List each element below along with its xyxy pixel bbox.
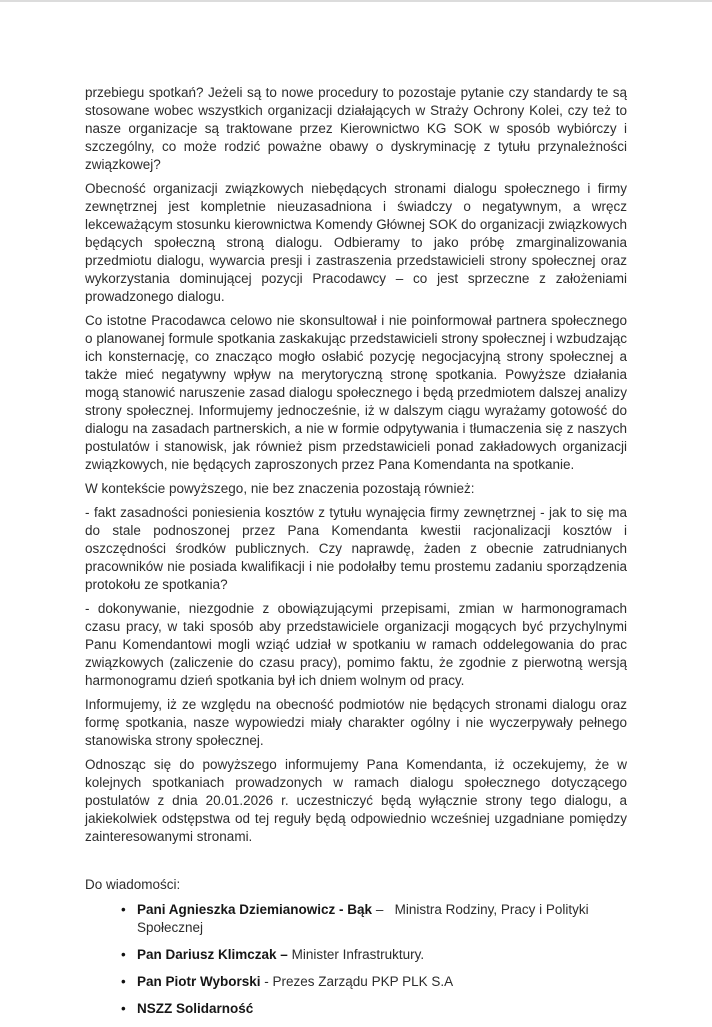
cc-list-item — [121, 973, 627, 991]
bullet-icon: • — [121, 947, 126, 962]
paragraph-employer-no-consultation: Co istotne Pracodawca celowo nie skonsultował i nie poinformował partnera społecznego o planowanej formule spotkania zaskakując przedstawicieli strony społecznej i wzbudzając ich konsternację, co znacząco mogło osłabić pozycję negocjacyjną strony społecznej a także mieć negatywny wpływ na merytoryczną stronę spotkania. Powyższe działania mogą stanowić naruszenie zasad dialogu społecznego i będą przedmiotem dalszej analizy strony społecznej. Informujemy jednocześnie, iż w dalszym ciągu wyrażamy gotowość do dialogu na zasadach partnerskich, a nie w formie odpytywania i tłumaczenia się z naszych postulatów i stanowisk, jak również pism przedstawicieli ponad zakładowych organizacji związkowych, nie będących zaproszonych przez Pana Komendanta na spotkanie. — [85, 313, 627, 472]
paragraph-cost-justification: - fakt zasadności poniesienia kosztów z tytułu wynajęcia firmy zewnętrznej - jak to się ma do stale podnoszonej przez Pana Komendanta kwestii racjonalizacji kosztów i oszczędności środków publicznych. Czy naprawdę, żaden z obecnie zatrudnianych pracowników nie posiada kwalifikacji i nie podołałby temu prostemu zadaniu sporządzenia protokołu ze spotkania? — [85, 505, 627, 592]
page-top-border — [0, 0, 712, 2]
cc-recipient-role: Minister Infrastruktury. — [287, 947, 425, 962]
paragraph-schedule-changes: - dokonywanie, niezgodnie z obowiązującymi przepisami, zmian w harmonogramach czasu pracy, w taki sposób aby przedstawiciele organizacji mogących być przychylnymi Panu Komendantowi mogli wziąć udział w spotkaniu w ramach oddelegowania do prac związkowych (zaliczenie do czasu pracy), pomimo faktu, że zgodnie z pierwotną wersją harmonogramu dzień spotkania był ich dniem wolnym od pracy. — [85, 601, 627, 688]
cc-list — [85, 901, 627, 1018]
paragraph-expectations: Odnosząc się do powyższego informujemy Pana Komendanta, iż oczekujemy, że w kolejnych spotkaniach prowadzonych w ramach dialogu społecznego dotyczącego postulatów z dnia 20.01.2026 r. uczestniczyć będą wyłącznie strony tego dialogu, a jakiekolwiek odstępstwa od tej reguły będą odpowiednio wcześniej uzgadniane pomiędzy zainteresowanymi stronami. — [85, 757, 627, 844]
paragraph-meeting-procedures: przebiegu spotkań? Jeżeli są to nowe procedury to pozostaje pytanie czy standardy te są stosowane wobec wszystkich organizacji działających w Straży Ochrony Kolei, czy też to nasze organizacje są traktowane przez Kierownictwo KG SOK w sposób wybiórczy i szczególny, co może rodzić poważne obawy o dyskryminację z tytułu przynależności związkowej? — [85, 85, 627, 172]
paragraph-context-intro: W kontekście powyższego, nie bez znaczenia pozostają również: — [85, 481, 475, 496]
cc-heading: Do wiadomości: — [85, 877, 181, 892]
bullet-icon: • — [121, 974, 126, 989]
paragraph-general-statements: Informujemy, iż ze względu na obecność podmiotów nie będących stronami dialogu oraz formę spotkania, nasze wypowiedzi miały charakter ogólny i nie wyczerpywały pełnego stanowiska strony społecznej. — [85, 697, 627, 748]
cc-list-item — [121, 901, 627, 937]
cc-recipient-name: Pan Piotr Wyborski — [137, 974, 261, 989]
cc-list-item — [121, 946, 627, 964]
cc-list-item — [121, 1000, 627, 1018]
paragraph-external-firm-presence: Obecność organizacji związkowych niebędących stronami dialogu społecznego i firmy zewnętrznej jest kompletnie nieuzasadniona i świadczy o negatywnym, a wręcz lekceważącym stosunku kierownictwa Komendy Głównej SOK do organizacji związkowych będących społeczną stroną dialogu. Odbieramy to jako próbę zmarginalizowania przedmiotu dialogu, wywarcia presji i zastraszenia przedstawicieli strony społecznej oraz wykorzystania dominującej pozycji Pracodawcy – co jest sprzeczne z założeniami prowadzonego dialogu. — [85, 181, 627, 304]
bullet-icon: • — [121, 1001, 126, 1016]
cc-recipient-role: - Prezes Zarządu PKP PLK S.A — [260, 974, 454, 989]
letter-body — [85, 84, 627, 1027]
bullet-icon: • — [121, 902, 126, 917]
cc-recipient-name: NSZZ Solidarność — [137, 1001, 254, 1016]
cc-recipient-name: Pani Agnieszka Dziemianowicz - Bąk — [137, 902, 373, 917]
cc-recipient-name: Pan Dariusz Klimczak – — [137, 947, 288, 962]
cc-recipient-role: – Ministra Rodziny, Pracy i Polityki Społecznej — [137, 902, 593, 935]
